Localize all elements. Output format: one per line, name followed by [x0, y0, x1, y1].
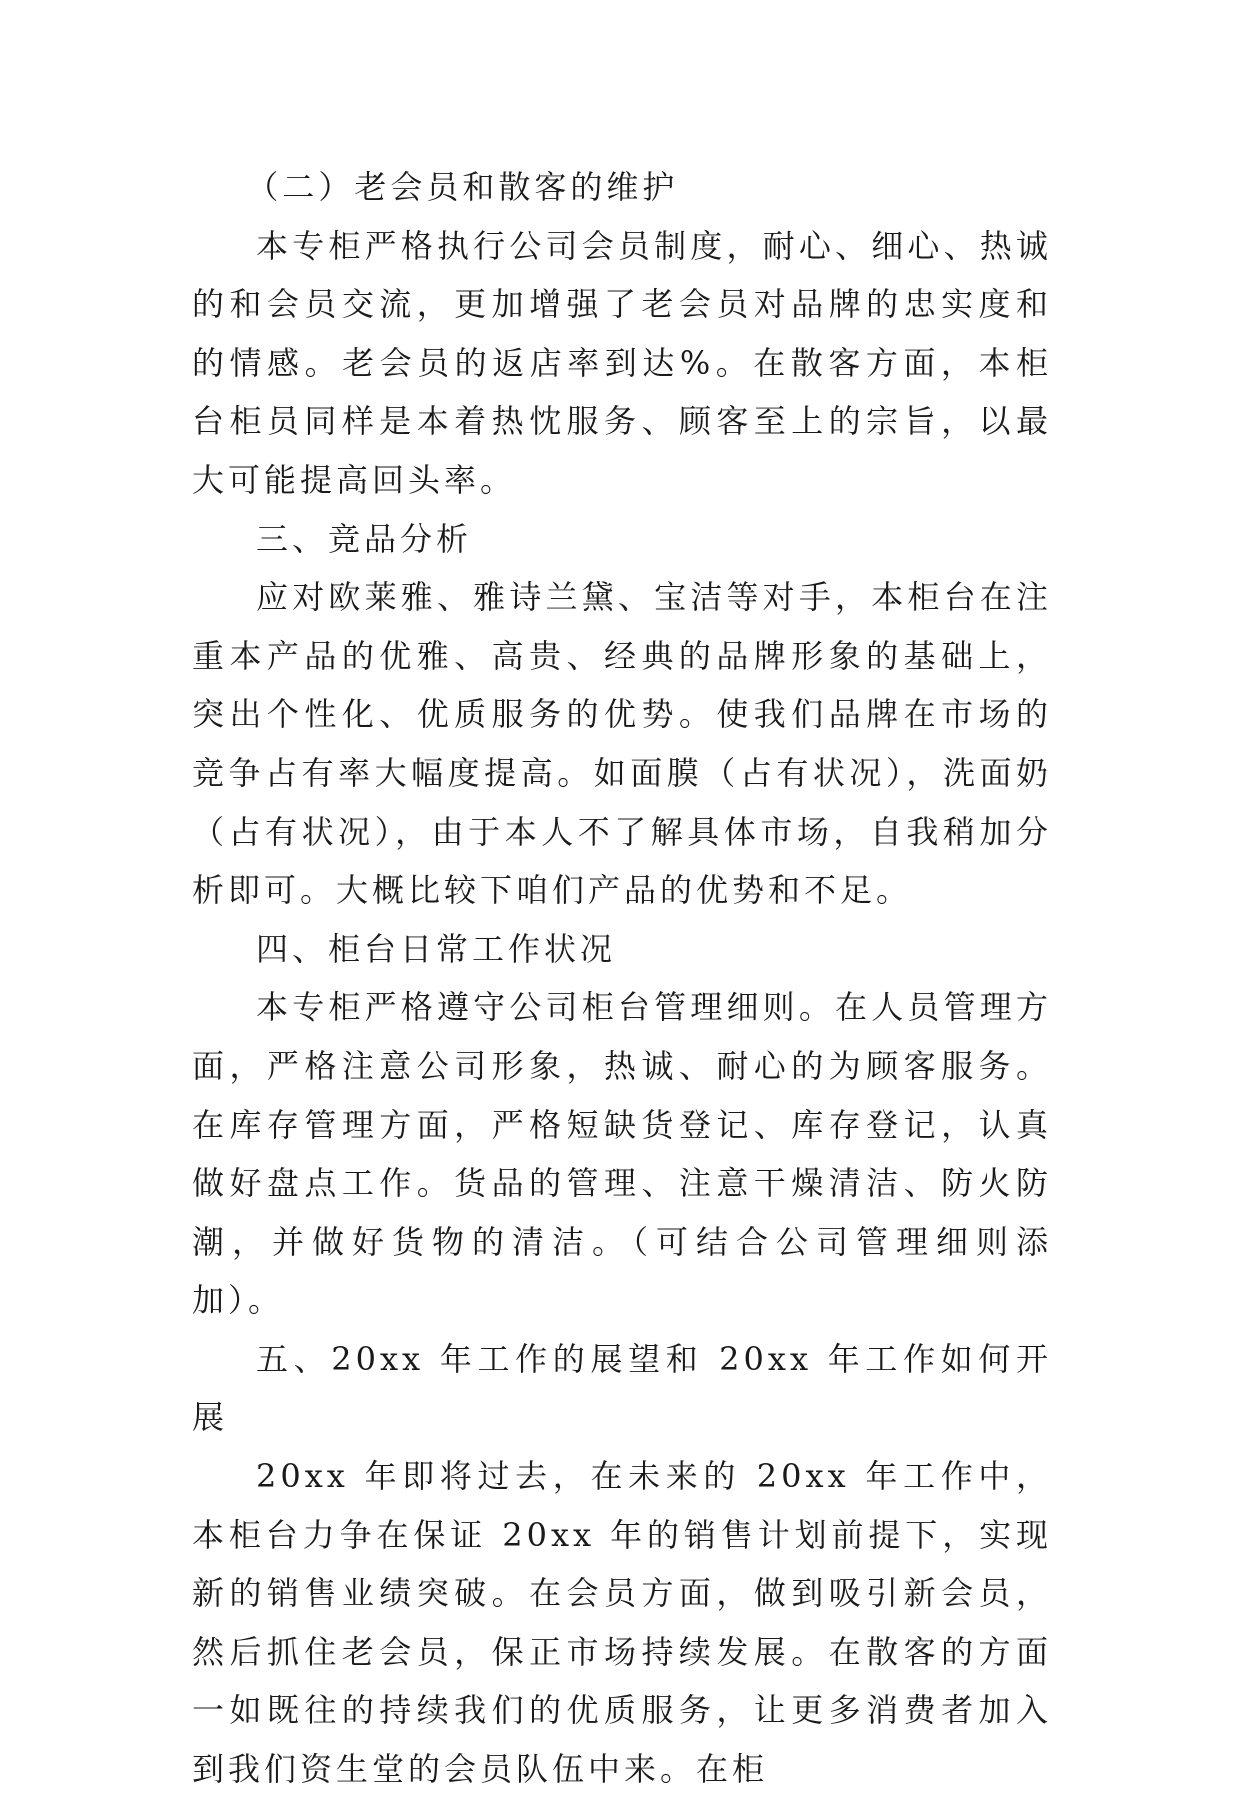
section-heading-competitor-analysis: 三、竞品分析	[256, 519, 473, 558]
section-heading-daily-work: 四、柜台日常工作状况	[256, 929, 617, 968]
section-heading-outlook: 五、20xx 年工作的展望和 20xx 年工作如何开展	[192, 1339, 1052, 1437]
paragraph-competitor-analysis: 应对欧莱雅、雅诗兰黛、宝洁等对手，本柜台在注重本产品的优雅、高贵、经典的品牌形象的基础上，突出个性化、优质服务的优势。使我们品牌在市场的竞争占有率大幅度提高。如面膜（占有状况），洗面奶（占有状况），由于本人不了解具体市场，自我稍加分析即可。大概比较下咱们产品的优势和不足。	[192, 578, 1052, 910]
document-body	[192, 158, 1052, 1799]
paragraph-daily-work: 本专柜严格遵守公司柜台管理细则。在人员管理方面，严格注意公司形象，热诚、耐心的为顾客服务。在库存管理方面，严格短缺货登记、库存登记，认真做好盘点工作。货品的管理、注意干燥清洁、防火防潮，并做好货物的清洁。（可结合公司管理细则添加）。	[192, 988, 1052, 1320]
paragraph-old-members: 本专柜严格执行公司会员制度，耐心、细心、热诚的和会员交流，更加增强了老会员对品牌的忠实度和的情感。老会员的返店率到达%。在散客方面，本柜台柜员同样是本着热忱服务、顾客至上的宗旨，以最大可能提高回头率。	[192, 226, 1052, 499]
paragraph-outlook: 20xx 年即将过去，在未来的 20xx 年工作中，本柜台力争在保证 20xx 年的销售计划前提下，实现新的销售业绩突破。在会员方面，做到吸引新会员，然后抓住老会员，保正市场持续发展。在散客的方面一如既往的持续我们的优质服务，让更多消费者加入到我们资生堂的会员队伍中来。在柜	[192, 1457, 1052, 1789]
section-heading-old-members: （二）老会员和散客的维护	[246, 168, 679, 206]
